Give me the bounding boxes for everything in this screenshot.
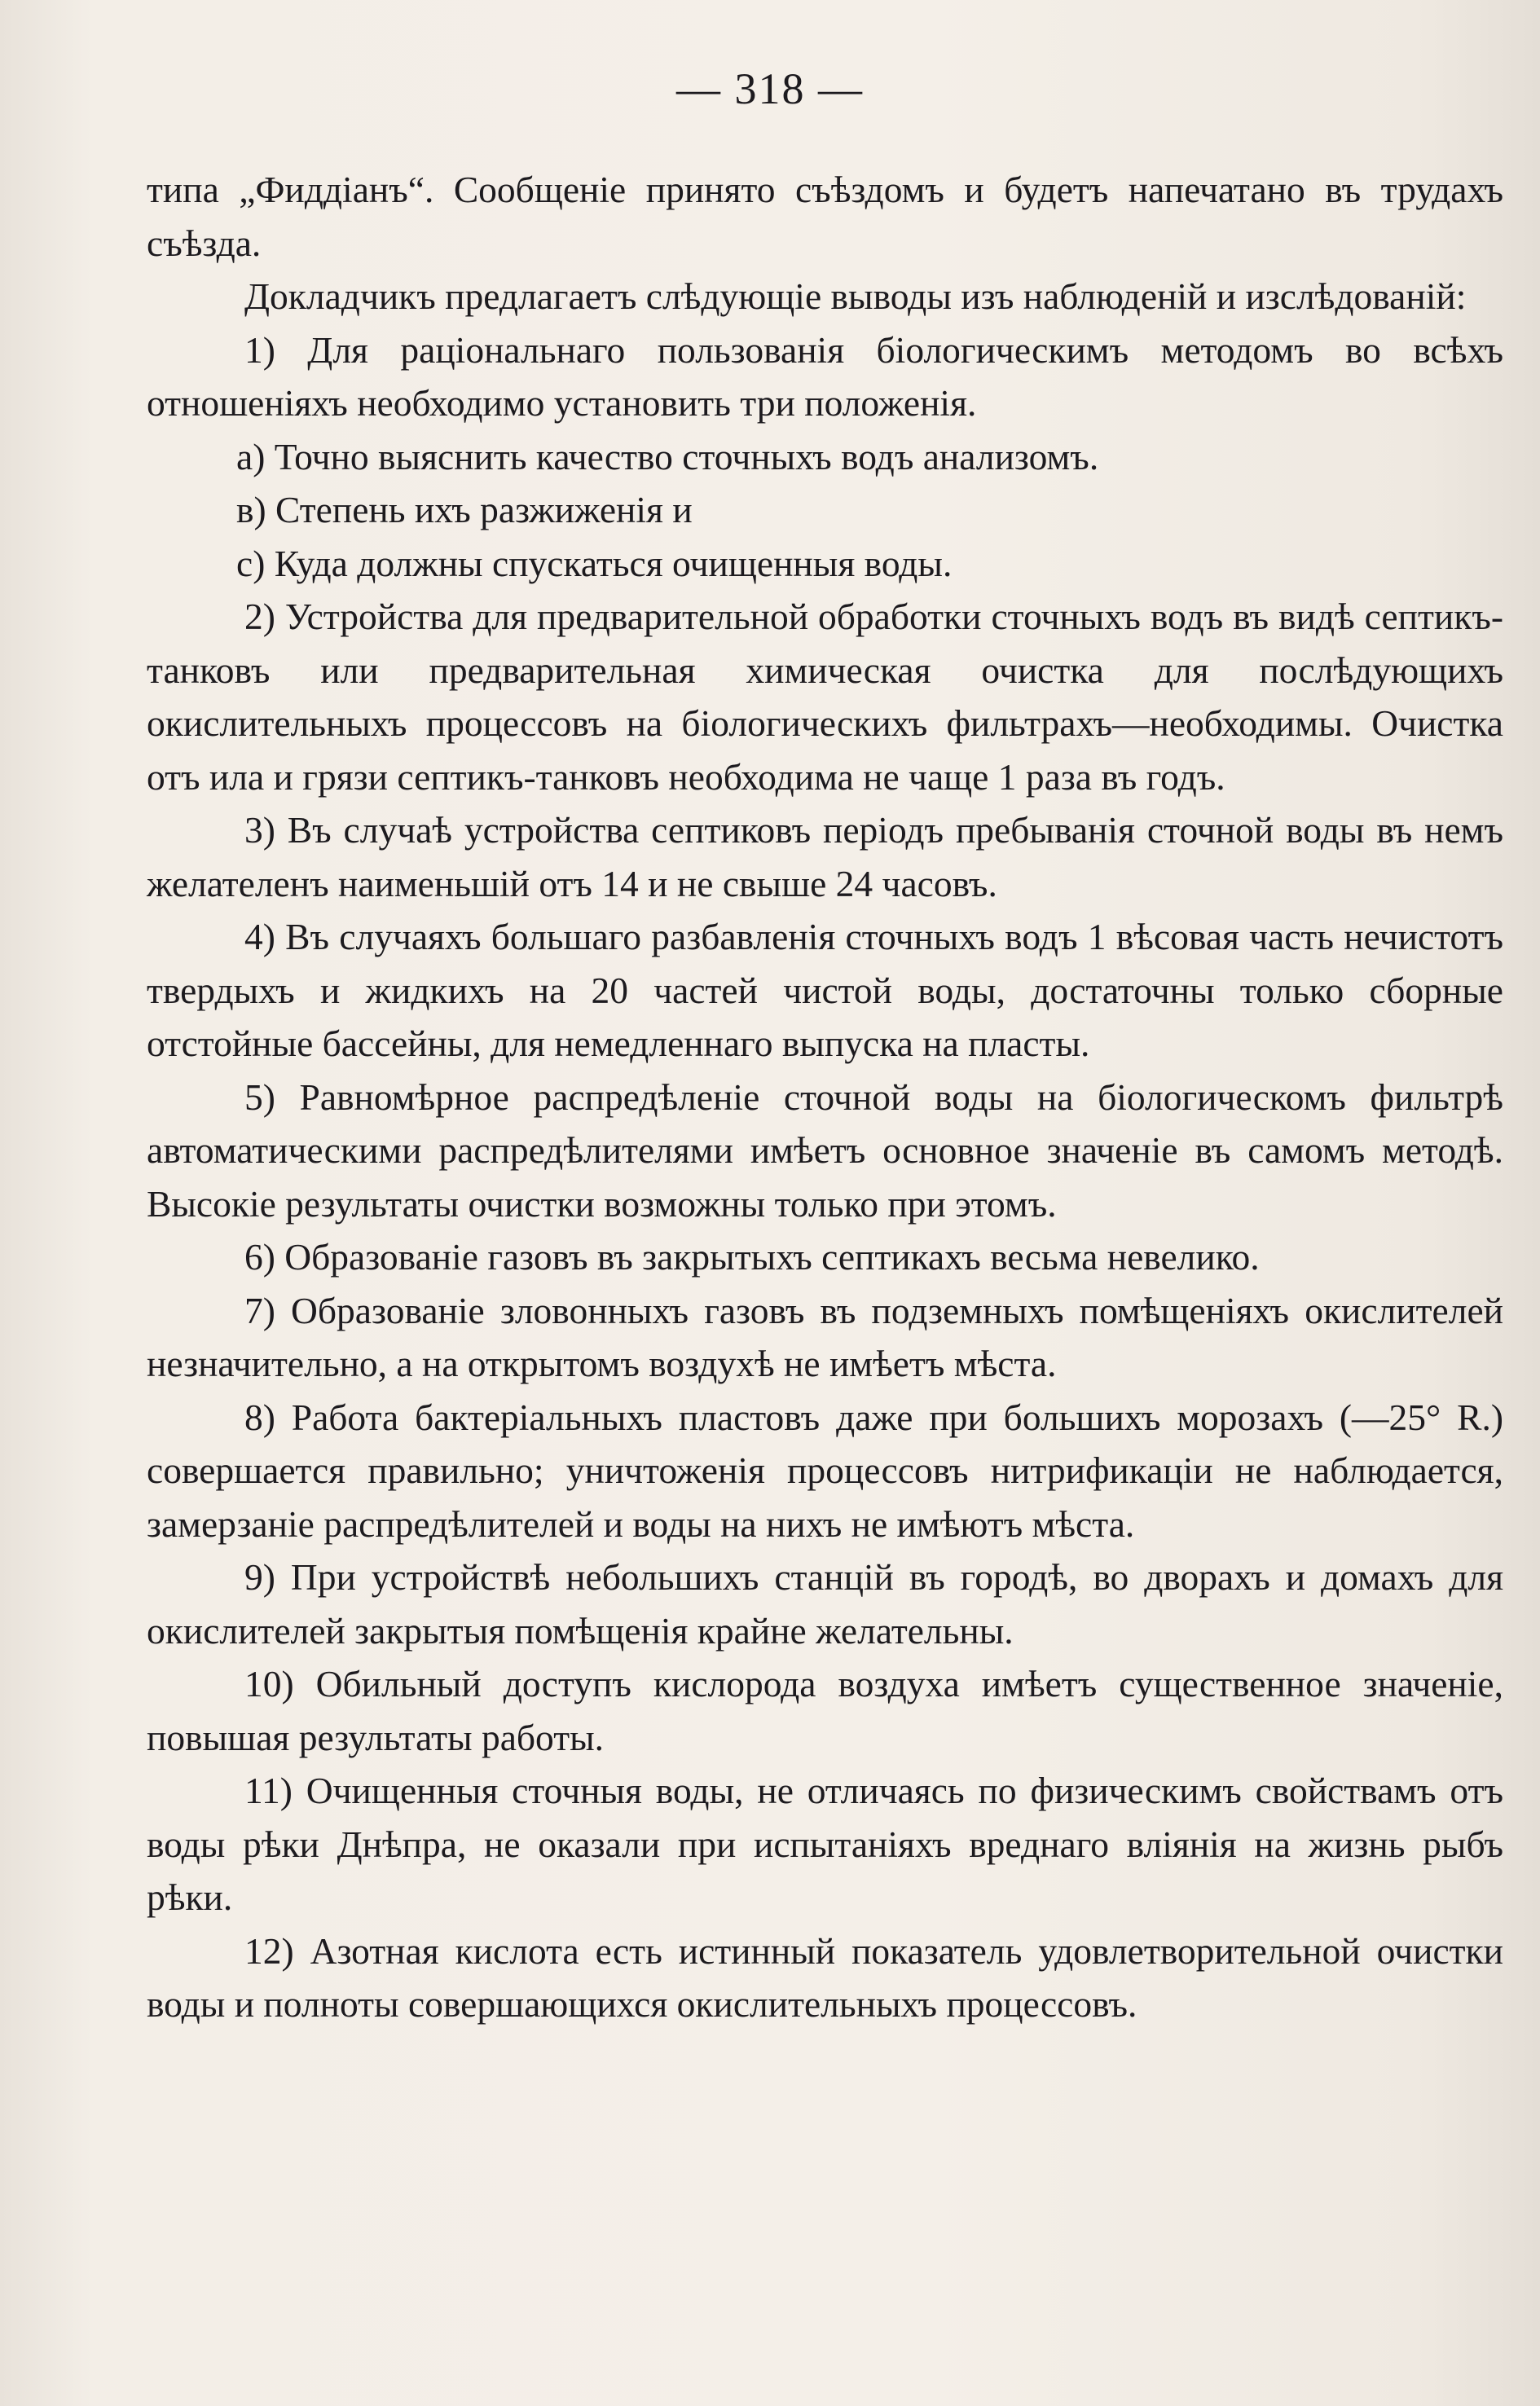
paragraph-intro: Докладчикъ предлагаетъ слѣдующіе выводы изъ наблюденій и изслѣдованій:: [244, 275, 1467, 317]
paragraph-conclusion-6: 6) Образованіе газовъ въ закрытыхъ септикахъ весьма невелико.: [244, 1236, 1260, 1278]
paragraph-conclusion-11: 11) Очищенныя сточныя воды, не отличаясь по физическимъ свойствамъ отъ воды рѣки Днѣпра, не оказали при испытаніяхъ вреднаго вліянія на жизнь рыбъ рѣки.: [147, 1770, 1503, 1918]
page-number: — 318 —: [676, 64, 864, 113]
body-text: [147, 163, 1503, 2031]
paragraph-subpoint-a: а) Точно выяснить качество сточныхъ водъ анализомъ.: [236, 435, 1099, 477]
paragraph-conclusion-4: 4) Въ случаяхъ большаго разбавленія сточныхъ водъ 1 вѣсовая часть нечистотъ твердыхъ и жидкихъ на 20 частей чистой воды, достаточны только сборные отстойные бассейны, для немедленнаго выпуска на пласты.: [147, 916, 1503, 1064]
paragraph-continuation: типа „Фиддіанъ“. Сообщеніе принято съѣздомъ и будетъ напечатано въ трудахъ съѣзда.: [147, 169, 1503, 264]
paragraph-conclusion-7: 7) Образованіе зловонныхъ газовъ въ подземныхъ помѣщеніяхъ окислителей незначительно, а на открытомъ воздухѣ не имѣетъ мѣста.: [147, 1289, 1503, 1384]
paragraph-subpoint-v: в) Степень ихъ разжиженія и: [236, 489, 693, 530]
paragraph-subpoint-s: с) Куда должны спускаться очищенныя воды.: [236, 542, 953, 584]
paragraph-conclusion-9: 9) При устройствѣ небольшихъ станцій въ городѣ, во дворахъ и домахъ для окислителей закрытыя помѣщенія крайне желательны.: [147, 1556, 1503, 1652]
paragraph-conclusion-8: 8) Работа бактеріальныхъ пластовъ даже при большихъ морозахъ (—25° R.) совершается правильно; уничтоженія процессовъ нитрификаціи не наблюдается, замерзаніе распредѣлителей и воды на нихъ не имѣютъ мѣста.: [147, 1396, 1503, 1545]
paragraph-conclusion-12: 12) Азотная кислота есть истинный показатель удовлетворительной очистки воды и полноты совершающихся окислительныхъ процессовъ.: [147, 1929, 1503, 2025]
paragraph-conclusion-1: 1) Для раціональнаго пользованія біологическимъ методомъ во всѣхъ отношеніяхъ необходимо установить три положенія.: [147, 328, 1503, 424]
paragraph-conclusion-10: 10) Обильный доступъ кислорода воздуха имѣетъ существенное значеніе, повышая результаты работы.: [147, 1663, 1503, 1758]
paragraph-conclusion-3: 3) Въ случаѣ устройства септиковъ періодъ пребыванія сточной воды въ немъ желателенъ наименьшій отъ 14 и не свыше 24 часовъ.: [147, 809, 1503, 904]
paragraph-conclusion-2: 2) Устройства для предварительной обработки сточныхъ водъ въ видѣ септикъ-танковъ или предварительная химическая очистка для послѣдующихъ окислительныхъ процессовъ на біологическихъ фильтрахъ—необходимы. Очистка отъ ила и грязи септикъ-танковъ необходима не чаще 1 раза въ годъ.: [147, 596, 1503, 798]
paragraph-conclusion-5: 5) Равномѣрное распредѣленіе сточной воды на біологическомъ фильтрѣ автоматическими распредѣлителями имѣетъ основное значеніе въ самомъ методѣ. Высокіе результаты очистки возможны только при этомъ.: [147, 1075, 1503, 1225]
